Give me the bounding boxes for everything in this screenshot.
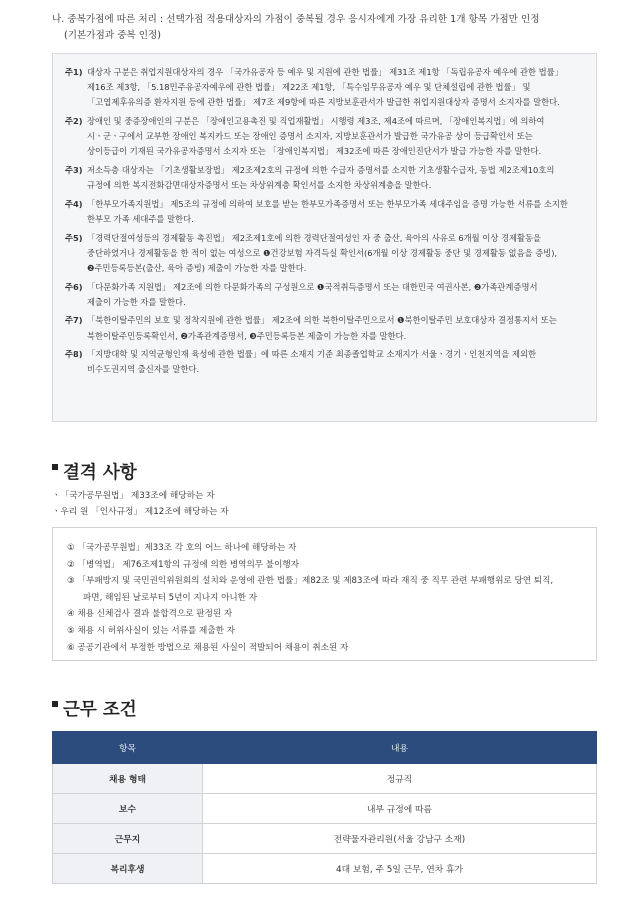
square-bullet-icon: [52, 464, 58, 470]
note-tag: 주4): [65, 198, 83, 209]
row-content: 4대 보험, 주 5일 근무, 연차 휴가: [203, 854, 597, 884]
note-item: [65, 313, 586, 343]
note-item: [65, 114, 586, 160]
note-body: [87, 313, 586, 343]
note-line: 비수도권지역 출신자를 말한다.: [87, 364, 200, 375]
disqualifier-item: ⑥ 공공기관에서 부정한 방법으로 채용된 사실이 적발되어 채용이 취소된 자: [67, 642, 349, 653]
note-item: [65, 347, 586, 377]
qualification-section-title: [52, 459, 137, 484]
note-line: 저소득층 대상자는 「기초생활보장법」 제2조제2호의 규정에 의한 수급자 증명서를 소지한 기초생활수급자, 동법 제2조제10호의: [87, 165, 555, 175]
square-bullet-icon: [52, 701, 58, 707]
note-line: ❷주민등록등본(출산, 육아 증빙) 제출이 가능한 자를 말한다.: [87, 263, 307, 273]
note-body: [87, 347, 586, 377]
note-line: 「지방대학 및 지역균형인재 육성에 관한 법률」에 따른 소재지 기준 최종졸업학교 소재지가 서울ㆍ경기ㆍ인천지역을 제외한: [87, 349, 536, 360]
table-row: [53, 764, 597, 794]
intro-text: [52, 12, 622, 44]
note-item: [65, 197, 586, 227]
note-item: [65, 163, 586, 193]
work-section-title: [52, 696, 137, 721]
note-line: 「한부모가족지원법」 제5조의 규정에 의하여 보호를 받는 한부모가족증명서 또는 한부모가족 세대주임을 증명 가능한 서류를 소지한: [87, 198, 568, 209]
row-item: 근무지: [53, 824, 203, 854]
note-tag: 주2): [65, 116, 83, 126]
row-item: 복리후생: [53, 854, 203, 884]
note-line: 규정에 의한 복지전화감면대상자증명서 또는 차상위계층 확인서를 소지한 차상위계층을 말한다.: [87, 180, 432, 191]
note-item: [65, 280, 586, 310]
row-item: 보수: [53, 794, 203, 824]
disqualifier-item: ⑤ 채용 시 허위사실이 있는 서류를 제출한 자: [67, 625, 235, 636]
note-line: 대상자 구분은 취업지원대상자의 경우 「국가유공자 등 예우 및 지원에 관한 법률」 제31조 제1항 「독립유공자 예우에 관한 법률」: [87, 67, 563, 77]
note-tag: 주3): [65, 165, 83, 175]
note-body: [87, 197, 586, 227]
note-line: 시ㆍ군ㆍ구에서 교부한 장애인 복지카드 또는 장애인 증명서 소지자, 지방보훈관서가 발급한 국가유공 상이 등급확인서 또는: [87, 131, 533, 142]
row-content: 정규직: [203, 764, 597, 794]
work-title-text: 근무 조건: [63, 700, 137, 720]
note-tag: 주6): [65, 281, 83, 292]
row-content: 내부 규정에 따름: [203, 794, 597, 824]
qualification-item: ㆍ우리 원 「인사규정」 제12조에 해당하는 자: [52, 507, 229, 517]
note-body: [87, 163, 586, 193]
qualification-item: ㆍ「국가공무원법」 제33조에 해당하는 자: [52, 491, 215, 501]
note-line: 한부모 가족 세대주를 말한다.: [87, 214, 194, 224]
note-body: [87, 280, 586, 310]
note-item: [65, 65, 586, 111]
work-conditions-table: [52, 731, 597, 884]
note-line: 「북한이탈주민의 보호 및 정착지원에 관한 법률」 제2조에 의한 북한이탈주민으로서 ❶북한이탈주민 보호대상자 결정통지서 또는: [87, 315, 557, 326]
note-line: 상이등급이 기재된 국가유공자증명서 소지자 또는 「장애인복지법」 제32조에 따른 장애인진단서가 발급 가능한 자를 말한다.: [87, 146, 542, 157]
note-line: 「경력단절여성등의 경제활동 촉진법」 제2조제1호에 의한 경력단절여성인 자 중 출산, 육아의 사유로 6개월 이상 경제활동을: [87, 232, 542, 243]
disqualifier-item: ③ 「부패방지 및 국민권익위원회의 설치와 운영에 관한 법률」제82조 및 제83조에 따라 재직 중 직무 관련 부패행위로 당연 퇴직,: [67, 576, 554, 587]
note-tag: 주5): [65, 232, 83, 243]
disqualifier-item: ④ 채용 신체검사 결과 불합격으로 판정된 자: [67, 609, 233, 620]
note-line: 제16조 제3항, 「5.18민주유공자예우에 관한 법률」 제22조 제1항, 「특수임무유공자 예우 및 단체설립에 관한 법률」 및: [87, 82, 531, 93]
disqualifier-item: ② 「병역법」 제76조제1항의 규정에 의한 병역의무 불이행자: [67, 559, 300, 570]
note-body: [87, 65, 586, 111]
row-item: 채용 형태: [53, 764, 203, 794]
disqualifier-item: ① 「국가공무원법」제33조 각 호의 어느 하나에 해당하는 자: [67, 543, 297, 553]
qualification-title-text: 결격 사항: [63, 463, 137, 483]
note-body: [87, 114, 586, 160]
row-content: 전략물자관리원(서울 강남구 소재): [203, 824, 597, 854]
header-content: 내용: [203, 732, 597, 764]
note-line: 북한이탈주민등록확인서, ❷가족관계증명서, ❸주민등록등본 제출이 가능한 자를 말한다.: [87, 330, 407, 341]
note-line: 중단하였거나 경제활동을 한 적이 없는 여성으로 ❶건강보험 자격득실 확인서(6개월 이상 경제활동 중단 및 경제활동 없음을 증빙),: [87, 247, 558, 258]
note-item: [65, 231, 586, 277]
note-line: 「고엽제후유의증 환자지원 등에 관한 법률」 제7조 제9항에 따른 지방보훈관서가 발급한 취업지원대상자 증명서 소지자를 말한다.: [87, 97, 560, 108]
disqualifier-box: [52, 527, 597, 661]
table-row: [53, 824, 597, 854]
qualification-list: [52, 488, 229, 520]
note-line: 「다문화가족 지원법」 제2조에 의한 다문화가족의 구성원으로 ❶국적취득증명서 또는 대한민국 여권사본, ❷가족관계증명서: [87, 281, 538, 292]
note-tag: 주1): [65, 67, 83, 77]
table-row: [53, 854, 597, 884]
note-tag: 주7): [65, 315, 83, 326]
note-tag: 주8): [65, 349, 83, 360]
note-body: [87, 231, 586, 277]
table-header-row: [53, 732, 597, 764]
disqualifier-item-continued: 파면, 해임된 날로부터 5년이 지나지 아니한 자: [83, 592, 258, 603]
notes-box: [52, 53, 597, 422]
table-row: [53, 794, 597, 824]
note-line: 제출이 가능한 자를 말한다.: [87, 296, 186, 307]
intro-line-2: (기본가점과 중복 인정): [64, 30, 161, 41]
header-item: 항목: [53, 732, 203, 764]
intro-line-1: 나. 중복가점에 따른 처리 : 선택가점 적용대상자의 가점이 중복될 경우 응시자에게 가장 유리한 1개 항목 가점만 인정: [52, 14, 540, 25]
note-line: 장애인 및 중증장애인의 구분은 「장애인고용촉진 및 직업재활법」 시행령 제3조, 제4조에 따르며, 「장애인복지법」에 의하여: [87, 116, 545, 126]
